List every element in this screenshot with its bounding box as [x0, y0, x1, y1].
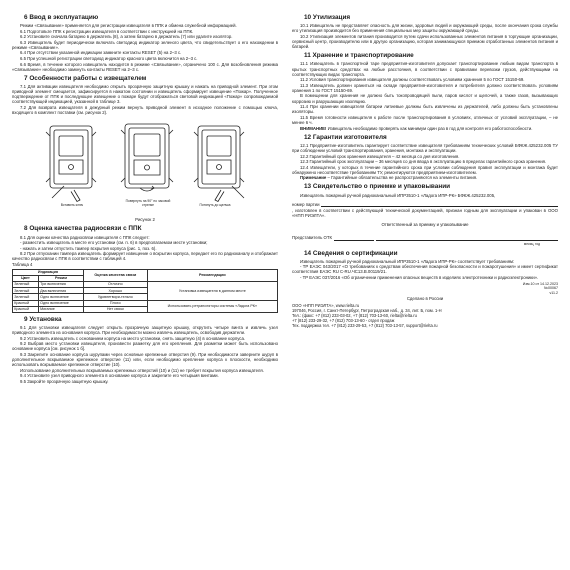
paragraph: 8.2 При отпускании тампера извещатель формирует извещение о вскрытии корпуса, передает его по радиоканалу и отображает качество радиосвязи с ППК в соответствии с таблицей 4. — [12, 251, 278, 262]
paragraph: 12.4 Извещатели, у которых в течение гарантийного срока при условии соблюдения правил эксплуатации и монтажа будет обнаружено несоответствие требованиям ТУ, ремонтируются предприятием-изготовителем. — [292, 164, 558, 175]
cell-quality: Плохо — [83, 300, 147, 306]
device-rotate-key — [121, 124, 173, 191]
otk-label: Представитель ОТК — [292, 235, 332, 241]
paragraph: 9.2 Установить извещатель с основанием корпуса на место установки, снять защитную (4) в основание корпуса. — [20, 335, 246, 341]
paragraph: - нажать и затем отпустить тампер вскрытия корпуса (рис. 1, поз. 6). — [20, 245, 157, 251]
cell-mode: Мигание — [38, 306, 83, 312]
footer-line: Тел.: (факс: +7 (812) 233-03-02, +7 (812) 703-13-60, rielta@rielta.ru — [292, 313, 417, 319]
made-in: Сделано в России — [406, 296, 444, 302]
attention-paragraph — [292, 126, 558, 131]
cell-recommendation: Установка извещателя в данном месте — [147, 282, 277, 301]
paragraph: - ТР ЕАЭС 037/2016 «Об ограничении применения опасных веществ в изделиях электротехники и радиоэлектроники». — [300, 275, 539, 281]
paragraph: 12.2 Гарантийный срок хранения извещателя – 42 месяца со дня изготовления. — [300, 153, 460, 159]
section-8-title: 8 Оценка качества радиосвязи с ППК — [24, 225, 142, 233]
footer-line: Тех. поддержка тел. +7 (812) 233-29-53, +7 (812) 703-13-57, support@rielta.ru — [292, 323, 438, 329]
th-color: Цвет — [13, 275, 39, 281]
paragraph: Режим «Связывание» применяется для регистрации извещателя в ППК и обмена служебной информацией. — [20, 23, 237, 29]
paragraph: 6.1 Подготовьте ППК к регистрации извещателя в соответствии с инструкцией на ППК. — [20, 28, 194, 34]
paragraph: Извещатель пожарный ручной радиоканальный ИПР3510-1 «Ладога ИПР-РК» БФКЖ.425232.005, — [300, 192, 496, 198]
paragraph: Использование дополнительных вскрываемых крепежных отверстий (10) и (11) не требует вскрытия корпуса извещателя. — [20, 367, 264, 373]
paragraph: - разместить извещатель в месте его установки (см. п. 6) в предполагаемом месте установки; — [20, 240, 208, 246]
attention-label: ВНИМАНИЕ! — [300, 125, 327, 131]
device-insert-key — [46, 126, 96, 202]
cell-color: Красный — [13, 306, 39, 312]
th-mode: Режим — [38, 275, 83, 281]
paragraph: 9.2 Выбрав место установки извещателя, произвести разметку для его крепления. Для разметки может быть использовано основание корпуса [см. рисунок 1 б]. — [12, 341, 278, 352]
section-14-title: 14 Сведения о сертификации — [304, 249, 398, 257]
cell-mode: Два включения — [38, 288, 83, 294]
serial-line — [292, 202, 558, 207]
paragraph: 9.3 Закрепите основание корпуса шурупами через основные крепежные отверстия (9). При необходимости заверните шуруп в дополнительное вскрываемое крепежное отверстие (11) или, если необходимо крепление корпуса к плоскости, необходимо использовать вскрываемое крепежное отверстие (10). — [12, 351, 278, 368]
footer-line: +7 (812) 233-29-32, +7 (812) 703-13-60 - отдел продаж — [292, 318, 395, 324]
date-hint: месяц, год — [523, 241, 540, 246]
cell-color: Зеленый — [13, 282, 39, 288]
paragraph: 11.2 Условия транспортирования извещателя должны соответствовать условиям хранения 5 по ГОСТ 15150-69. — [300, 77, 525, 83]
section-11-title: 11 Хранение и транспортирование — [304, 52, 414, 60]
cell-recommendation: Использовать ретрансляторы системы «Ладога РК» — [147, 300, 277, 312]
paragraph: 12.3 Гарантийный срок эксплуатации – 36 месяцев со дня ввода в эксплуатацию в пределах гарантийного срока хранения. — [300, 159, 547, 165]
paragraph: 10.1 Извещатель не представляет опасность для жизни, здоровья людей и окружающей среды, после окончания срока службы его утилизация производится без применения специальных мер защиты окружающей среды. — [292, 23, 558, 34]
figure-2 — [12, 118, 278, 216]
th-quality: Оценка качества связи — [83, 269, 147, 281]
th-recommendations: Рекомендации — [147, 269, 277, 281]
section-12-title: 12 Гарантии изготовителя — [304, 133, 387, 141]
paragraph: 12.1 Предприятие-изготовитель гарантирует соответствие извещателя требованиям технических условий БФКЖ.425232.005 ТУ при соблюдении условий транспортирования, хранения, монтажа и эксплуатации. — [292, 142, 558, 153]
revision-info — [292, 282, 558, 295]
otk-stamp-blank — [334, 236, 374, 241]
figure-caption-insert: Вставить ключ — [60, 203, 84, 208]
cell-mode: Одно включение — [38, 300, 83, 306]
cell-quality: Отлично — [83, 282, 147, 288]
figure-title: Рисунок 2 — [135, 217, 155, 223]
paragraph: 9.4 Установите узел приводного элемента в основание корпуса и закрепите его четырьмя винтами. — [20, 373, 219, 379]
paragraph: 6.2 Установите сначала батарею в держатель (8), а затем батарею в держатель (7) или удалите изолятор. — [20, 34, 233, 40]
section-10-title: 10 Утилизация — [304, 14, 351, 21]
th-indication: Индикация — [13, 269, 84, 275]
paragraph: 7.1 Для активации извещателя необходимо открыть прозрачную защитную крышку и нажать на приводной элемент. При этом приводной элемент смещается, зафиксируется в нажатом состоянии и извещатель сформирует извещение «Пожар». Полученное подтверждение от ППК и последующее извещение о пожаре будут отображаться световой индикацией «Пожар» сопровождаемой соответствующей индикацией, указанной в таблице 3. — [12, 83, 278, 105]
note-text: – Гарантийные обязательства не распространяются на элементы питания. — [326, 175, 478, 181]
responsible-text: Ответственный за приемку и упаковывание — [381, 222, 469, 228]
cell-quality: Нет связи — [83, 306, 147, 312]
paragraph: , изготовлен в соответствии с действующей технической документацией, признан годным для эксплуатации и упакован в ООО «НПП РИЭЛТА». — [292, 207, 558, 219]
note-label: Примечание — [300, 175, 327, 181]
paragraph: 6.5 При успешной регистрации светодиод индикатор красного цвета включится на 2–3 с. — [20, 55, 198, 61]
paragraph: Извещатель пожарный ручной радиоканальный ИПР3510-1 «Ладога ИПР-РК» соответствует требованиям: — [300, 258, 515, 264]
footer-line: ООО «НПП РИЭЛТА», www.rielta.ru — [292, 303, 360, 309]
paragraph: 11.5 Время готовности извещателя к работе после транспортирования в условиях, отличных от условий эксплуатации, – не менее 6 ч. — [292, 114, 558, 126]
table-caption: Таблица 4 — [12, 262, 33, 268]
paragraph: 9.1 Для установки извещателя следует открыть прозрачную защитную крышку, открутить четыре винта и извлечь узел приводного элемента из основания корпуса. При необходимости можно извлечь извещатель, освободив держатели. — [12, 325, 278, 336]
revision-line: Изм.10 от 14.12.2023 — [522, 282, 558, 287]
cell-color: Зеленый — [13, 294, 39, 300]
cell-color: Красный — [13, 300, 39, 306]
paragraph: 8.1 Для оценки качества радиосвязи извещателя с ППК следует: — [20, 234, 150, 240]
cell-mode: Одно включение — [38, 294, 83, 300]
paragraph: 11.3 Извещатель должен храниться на складе предприятия-изготовителя и потребителя должно соответствовать условиям хранения 1 по ГОСТ 15150-69. — [292, 82, 558, 93]
paragraph: 7.2 Для возврата извещателя в дежурный режим вернуть приводной элемент в исходное положение с помощью ключа, входящего в комплект поставки (см. рисунок 2). — [12, 104, 278, 116]
footer-line: 197046, Россия, г. Санкт-Петербург, Петроградская наб., д. 34, лит. Б, пом. 1-Н — [292, 308, 442, 314]
doc-number: №00067 — [544, 286, 558, 291]
paragraph: 11.4 При хранении извещателя батареи литиевые должны быть извлечены из держателей, либо должны быть установлены изоляторы. — [292, 104, 558, 115]
left-column — [12, 14, 278, 564]
cell-color: Зеленый — [13, 288, 39, 294]
paragraph: 11.1 Извещатель в транспортной таре предприятия-изготовителя допускает транспортирование любым видом транспорта в крытых транспортных средствах на любые расстояния, в соответствии с правилами перевозки грузов, действующими на соответствующих видах транспорта. — [292, 61, 558, 77]
section-9-title: 9 Установка — [24, 315, 62, 323]
cell-mode: Три включения — [38, 282, 83, 288]
paragraph: 6.3 Извещатель будет периодически включать светодиод индикатор зеленого цвета, что свидетельствует о его нахождении в режиме «Связывание». — [12, 39, 278, 50]
company-footer — [292, 303, 558, 328]
right-column — [292, 14, 558, 564]
paragraph: 9.5 Закройте прозрачную защитную крышку. — [20, 378, 109, 384]
serial-label: номер партии — [292, 201, 320, 207]
section-13-title: 13 Свидетельство о приемке и упаковывании — [304, 183, 451, 191]
section-6-title: 6 Ввод в эксплуатацию — [24, 14, 99, 21]
section-7-title: 7 Особенности работы с извещателем — [24, 74, 147, 82]
figure-caption-rotate: Повернуть на 90° по часовой стрелке — [125, 199, 171, 208]
otk-date-blank — [376, 236, 558, 241]
otk-line — [292, 235, 558, 240]
paragraph: В помещении для хранения не должно быть токопроводящей пыли, паров кислот и щелочей, а также газов, вызывающих коррозию и разрушающих изоляцию. — [292, 93, 558, 104]
cell-quality: Удовлетвори-тельно — [83, 294, 147, 300]
paragraph: 10.2 Утилизация элементов питания производится путем сдачи использованных элементов питания в торгующие организации, сервисный центр, производителю или в другую организацию, которая занимающуюся приемом отработанных элементов питания и батарей. — [292, 33, 558, 50]
paragraph: 6.6 Время, в течение которого извещатель находится в режиме «Связывание», ограничено 100 с. Для возобновления режима «Связывание» необходимо замкнуть контакты RESET на 2–3 с. — [12, 61, 278, 72]
figure-caption-pull: Потянуть до щелчка — [199, 203, 231, 208]
device-pull-key — [194, 126, 244, 202]
version: v11.2 — [549, 290, 558, 295]
paragraph: 6.4 При отсутствии указанной индикации замкните контакты RESET (5) на 2–3 с. — [20, 50, 182, 56]
radio-quality-table — [12, 269, 278, 313]
cell-quality: Хорошо — [83, 288, 147, 294]
paragraph: - ТР ЕАЭС 043/2017 «О требованиях к средствам обеспечения пожарной безопасности и пожаротушения» и имеет сертификат соответствия ЕАЭС RU С-RU.ЧС13.В.00119/21. — [292, 264, 558, 275]
note-paragraph — [292, 175, 558, 180]
serial-blank — [321, 202, 558, 207]
attention-text: Извещатель необходимо проверять как минимум один раз в год для контроля его работоспособности. — [327, 125, 533, 131]
